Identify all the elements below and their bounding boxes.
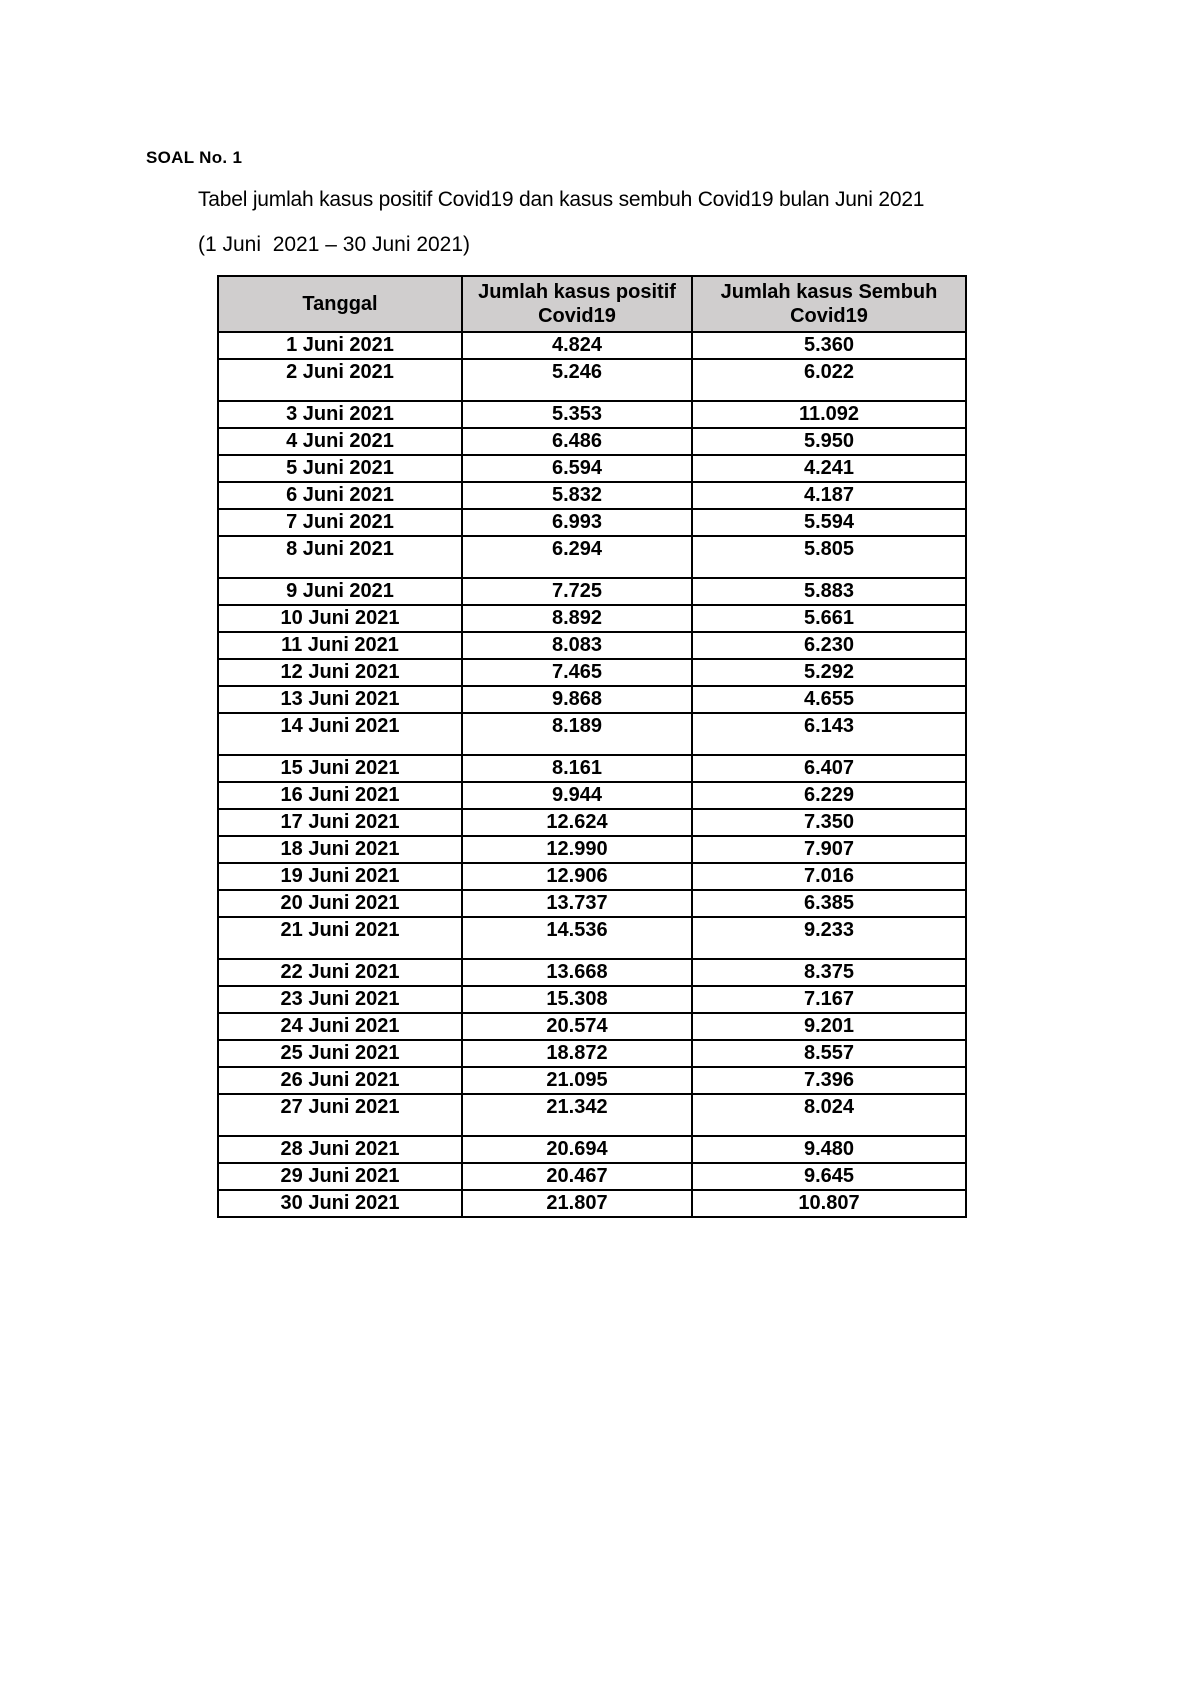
table-subtitle: (1 Juni 2021 – 30 Juni 2021) xyxy=(198,233,471,256)
cell-positif: 20.574 xyxy=(462,1013,692,1040)
cell-sembuh: 7.016 xyxy=(692,863,966,890)
cell-positif: 8.083 xyxy=(462,632,692,659)
cell-tanggal: 19 Juni 2021 xyxy=(218,863,462,890)
cell-tanggal: 12 Juni 2021 xyxy=(218,659,462,686)
cell-tanggal: 24 Juni 2021 xyxy=(218,1013,462,1040)
table-row xyxy=(218,332,966,359)
cell-tanggal: 14 Juni 2021 xyxy=(218,713,462,755)
table-row xyxy=(218,659,966,686)
cell-tanggal: 22 Juni 2021 xyxy=(218,959,462,986)
cell-tanggal: 23 Juni 2021 xyxy=(218,986,462,1013)
cell-positif: 13.668 xyxy=(462,959,692,986)
cell-positif: 7.465 xyxy=(462,659,692,686)
table-row xyxy=(218,1163,966,1190)
cell-positif: 12.990 xyxy=(462,836,692,863)
cell-positif: 20.694 xyxy=(462,1136,692,1163)
table-row xyxy=(218,890,966,917)
cell-tanggal: 16 Juni 2021 xyxy=(218,782,462,809)
cell-sembuh: 9.480 xyxy=(692,1136,966,1163)
table-row xyxy=(218,428,966,455)
header-positif: Jumlah kasus positif Covid19 xyxy=(462,276,692,332)
cell-positif: 9.868 xyxy=(462,686,692,713)
cell-sembuh: 6.143 xyxy=(692,713,966,755)
cell-sembuh: 6.022 xyxy=(692,359,966,401)
cell-sembuh: 7.350 xyxy=(692,809,966,836)
cell-positif: 6.594 xyxy=(462,455,692,482)
cell-sembuh: 4.241 xyxy=(692,455,966,482)
cell-positif: 6.294 xyxy=(462,536,692,578)
table-row xyxy=(218,455,966,482)
soal-label: SOAL No. 1 xyxy=(146,148,243,167)
cell-sembuh: 5.292 xyxy=(692,659,966,686)
cell-positif: 4.824 xyxy=(462,332,692,359)
cell-sembuh: 6.230 xyxy=(692,632,966,659)
cell-sembuh: 5.661 xyxy=(692,605,966,632)
cell-sembuh: 5.950 xyxy=(692,428,966,455)
table-row xyxy=(218,509,966,536)
cell-positif: 14.536 xyxy=(462,917,692,959)
cell-positif: 21.807 xyxy=(462,1190,692,1217)
cell-sembuh: 9.233 xyxy=(692,917,966,959)
table-row xyxy=(218,959,966,986)
cell-sembuh: 10.807 xyxy=(692,1190,966,1217)
cell-positif: 12.624 xyxy=(462,809,692,836)
cell-sembuh: 5.883 xyxy=(692,578,966,605)
cell-tanggal: 13 Juni 2021 xyxy=(218,686,462,713)
table-row xyxy=(218,632,966,659)
cell-sembuh: 7.907 xyxy=(692,836,966,863)
cell-sembuh: 6.407 xyxy=(692,755,966,782)
cell-tanggal: 25 Juni 2021 xyxy=(218,1040,462,1067)
cell-positif: 21.342 xyxy=(462,1094,692,1136)
cell-positif: 5.246 xyxy=(462,359,692,401)
table-row xyxy=(218,359,966,401)
cell-positif: 21.095 xyxy=(462,1067,692,1094)
table-row xyxy=(218,713,966,755)
cell-positif: 7.725 xyxy=(462,578,692,605)
table-row xyxy=(218,782,966,809)
cell-tanggal: 20 Juni 2021 xyxy=(218,890,462,917)
cell-positif: 8.892 xyxy=(462,605,692,632)
table-row xyxy=(218,536,966,578)
cell-tanggal: 11 Juni 2021 xyxy=(218,632,462,659)
cell-tanggal: 4 Juni 2021 xyxy=(218,428,462,455)
cell-sembuh: 5.360 xyxy=(692,332,966,359)
cell-tanggal: 29 Juni 2021 xyxy=(218,1163,462,1190)
cell-sembuh: 4.655 xyxy=(692,686,966,713)
cell-tanggal: 3 Juni 2021 xyxy=(218,401,462,428)
table-header-row xyxy=(218,276,966,332)
cell-sembuh: 5.805 xyxy=(692,536,966,578)
cell-tanggal: 26 Juni 2021 xyxy=(218,1067,462,1094)
covid-cases-table xyxy=(217,275,967,1218)
table-row xyxy=(218,1136,966,1163)
cell-positif: 8.189 xyxy=(462,713,692,755)
cell-sembuh: 8.557 xyxy=(692,1040,966,1067)
table-row xyxy=(218,917,966,959)
cell-tanggal: 28 Juni 2021 xyxy=(218,1136,462,1163)
cell-sembuh: 5.594 xyxy=(692,509,966,536)
cell-tanggal: 9 Juni 2021 xyxy=(218,578,462,605)
table-row xyxy=(218,1067,966,1094)
cell-sembuh: 6.385 xyxy=(692,890,966,917)
table-row xyxy=(218,1040,966,1067)
table-row xyxy=(218,482,966,509)
cell-tanggal: 17 Juni 2021 xyxy=(218,809,462,836)
cell-sembuh: 7.396 xyxy=(692,1067,966,1094)
cell-tanggal: 5 Juni 2021 xyxy=(218,455,462,482)
cell-sembuh: 6.229 xyxy=(692,782,966,809)
cell-tanggal: 10 Juni 2021 xyxy=(218,605,462,632)
table-row xyxy=(218,1013,966,1040)
header-tanggal: Tanggal xyxy=(218,276,462,332)
cell-tanggal: 2 Juni 2021 xyxy=(218,359,462,401)
table-title: Tabel jumlah kasus positif Covid19 dan kasus sembuh Covid19 bulan Juni 2021 xyxy=(198,188,925,211)
cell-tanggal: 15 Juni 2021 xyxy=(218,755,462,782)
table-row xyxy=(218,986,966,1013)
header-sembuh: Jumlah kasus Sembuh Covid19 xyxy=(692,276,966,332)
cell-tanggal: 21 Juni 2021 xyxy=(218,917,462,959)
cell-positif: 18.872 xyxy=(462,1040,692,1067)
cell-positif: 9.944 xyxy=(462,782,692,809)
cell-tanggal: 8 Juni 2021 xyxy=(218,536,462,578)
table-row xyxy=(218,401,966,428)
cell-positif: 15.308 xyxy=(462,986,692,1013)
cell-positif: 20.467 xyxy=(462,1163,692,1190)
cell-positif: 12.906 xyxy=(462,863,692,890)
cell-tanggal: 1 Juni 2021 xyxy=(218,332,462,359)
table-row xyxy=(218,1190,966,1217)
cell-positif: 8.161 xyxy=(462,755,692,782)
cell-sembuh: 11.092 xyxy=(692,401,966,428)
table-row xyxy=(218,836,966,863)
cell-sembuh: 8.024 xyxy=(692,1094,966,1136)
cell-tanggal: 18 Juni 2021 xyxy=(218,836,462,863)
table-row xyxy=(218,686,966,713)
cell-sembuh: 9.201 xyxy=(692,1013,966,1040)
table-body xyxy=(218,332,966,1217)
table-row xyxy=(218,809,966,836)
cell-tanggal: 6 Juni 2021 xyxy=(218,482,462,509)
cell-positif: 5.832 xyxy=(462,482,692,509)
cell-sembuh: 4.187 xyxy=(692,482,966,509)
cell-sembuh: 7.167 xyxy=(692,986,966,1013)
cell-positif: 6.993 xyxy=(462,509,692,536)
table-row xyxy=(218,755,966,782)
table-row xyxy=(218,1094,966,1136)
cell-sembuh: 9.645 xyxy=(692,1163,966,1190)
table-row xyxy=(218,605,966,632)
cell-sembuh: 8.375 xyxy=(692,959,966,986)
cell-tanggal: 30 Juni 2021 xyxy=(218,1190,462,1217)
cell-positif: 5.353 xyxy=(462,401,692,428)
table-row xyxy=(218,578,966,605)
table-row xyxy=(218,863,966,890)
cell-positif: 13.737 xyxy=(462,890,692,917)
cell-tanggal: 7 Juni 2021 xyxy=(218,509,462,536)
cell-tanggal: 27 Juni 2021 xyxy=(218,1094,462,1136)
cell-positif: 6.486 xyxy=(462,428,692,455)
